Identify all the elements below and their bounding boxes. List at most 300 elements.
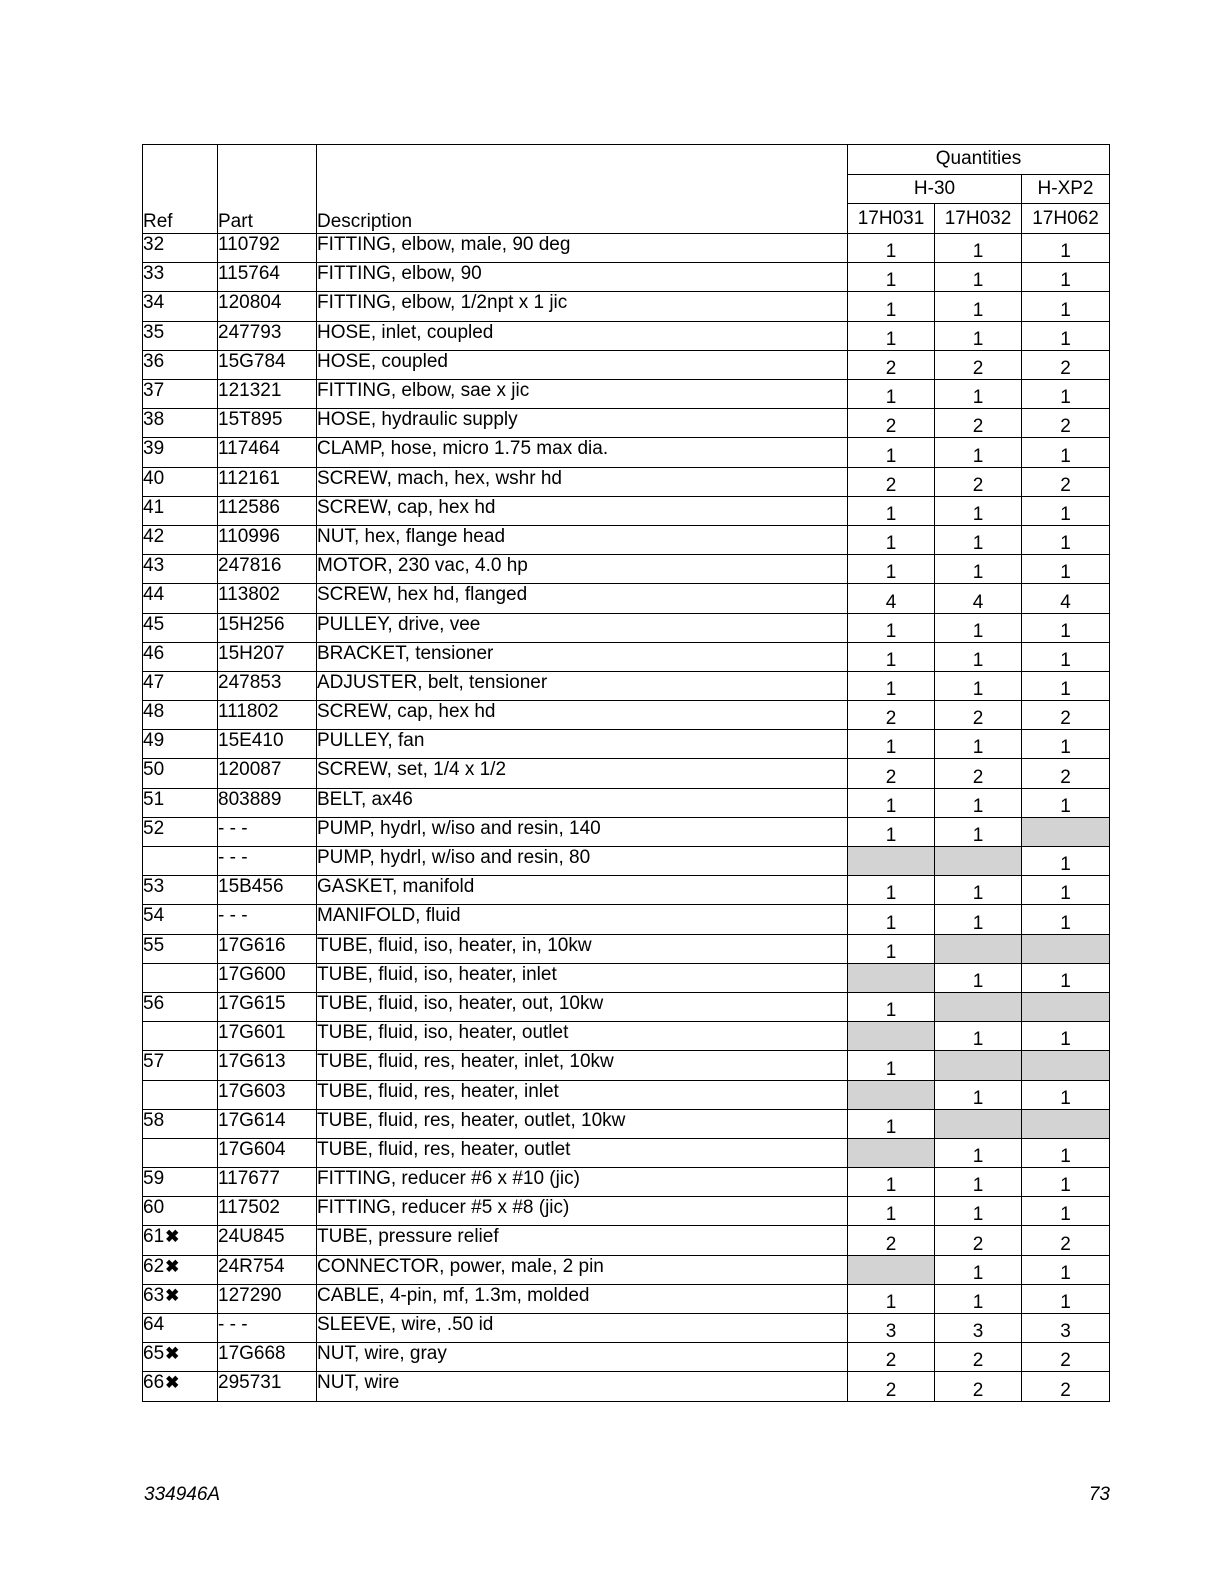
parts-table: [142, 144, 1110, 1402]
x-mark-icon: ✖: [165, 1344, 180, 1364]
table-row: [143, 409, 1110, 438]
quantity-cell: 1: [1022, 1284, 1110, 1313]
table-row: [143, 321, 1110, 350]
part-number-cell: 17G668: [218, 1343, 317, 1372]
quantity-cell: 1: [848, 263, 935, 292]
parts-table-body: [143, 234, 1110, 1402]
quantity-cell: 1: [848, 817, 935, 846]
quantity-cell: 1: [848, 496, 935, 525]
part-number-cell: 15T895: [218, 409, 317, 438]
ref-number: 52: [143, 817, 165, 839]
table-row: [143, 1138, 1110, 1167]
quantity-cell: 2: [935, 350, 1022, 379]
quantity-cell: 2: [1022, 467, 1110, 496]
part-number-cell: 15H256: [218, 613, 317, 642]
header-group-h30: H-30: [848, 174, 1022, 204]
part-number-cell: 110792: [218, 234, 317, 263]
quantity-cell: 1: [935, 876, 1022, 905]
header-ref: Ref: [143, 145, 218, 234]
x-mark-icon: ✖: [165, 1256, 180, 1276]
quantity-cell: 1: [1022, 642, 1110, 671]
table-row: [143, 847, 1110, 876]
ref-cell: [143, 934, 218, 963]
ref-cell: [143, 1284, 218, 1313]
ref-cell: [143, 263, 218, 292]
part-number-cell: 111802: [218, 701, 317, 730]
part-number-cell: 247816: [218, 555, 317, 584]
header-part: Part: [218, 145, 317, 234]
part-number-cell: 115764: [218, 263, 317, 292]
part-number-cell: 17G604: [218, 1138, 317, 1167]
description-cell: HOSE, hydraulic supply: [317, 409, 848, 438]
part-number-cell: 17G614: [218, 1109, 317, 1138]
quantity-cell: 1: [935, 438, 1022, 467]
description-cell: TUBE, fluid, res, heater, inlet: [317, 1080, 848, 1109]
table-row: [143, 1051, 1110, 1080]
part-number-cell: 110996: [218, 525, 317, 554]
part-number-cell: 17G600: [218, 963, 317, 992]
ref-number: 61: [143, 1226, 165, 1248]
ref-cell: [143, 496, 218, 525]
quantity-cell-na: [848, 1080, 935, 1109]
part-number-cell: 15E410: [218, 730, 317, 759]
quantity-cell: 1: [848, 555, 935, 584]
quantity-cell: 1: [848, 292, 935, 321]
ref-cell: [143, 555, 218, 584]
part-number-cell: 120087: [218, 759, 317, 788]
description-cell: FITTING, elbow, 1/2npt x 1 jic: [317, 292, 848, 321]
quantity-cell: 1: [848, 788, 935, 817]
quantity-cell: 1: [935, 1022, 1022, 1051]
ref-cell: [143, 467, 218, 496]
quantity-cell: 1: [848, 992, 935, 1021]
quantity-cell: 2: [1022, 701, 1110, 730]
quantity-cell: 1: [935, 671, 1022, 700]
ref-cell: [143, 409, 218, 438]
ref-cell: [143, 1168, 218, 1197]
quantity-cell: 1: [935, 263, 1022, 292]
ref-number: 43: [143, 555, 165, 577]
ref-cell: [143, 905, 218, 934]
quantity-cell: 1: [848, 642, 935, 671]
quantity-cell: 2: [848, 759, 935, 788]
quantity-cell: 1: [848, 1168, 935, 1197]
part-number-cell: 121321: [218, 380, 317, 409]
ref-number: 58: [143, 1109, 165, 1131]
x-mark-icon: ✖: [165, 1285, 180, 1305]
quantity-cell: 1: [1022, 1138, 1110, 1167]
quantity-cell: 2: [848, 467, 935, 496]
ref-number: 36: [143, 350, 165, 372]
quantity-cell-na: [935, 847, 1022, 876]
table-row: [143, 905, 1110, 934]
quantity-cell-na: [1022, 992, 1110, 1021]
ref-cell: [143, 380, 218, 409]
ref-number: 40: [143, 467, 165, 489]
ref-number: 54: [143, 905, 165, 927]
quantity-cell: 1: [935, 642, 1022, 671]
ref-cell: [143, 1255, 218, 1284]
ref-number: 34: [143, 292, 165, 314]
quantity-cell: 2: [1022, 350, 1110, 379]
part-number-cell: 112161: [218, 467, 317, 496]
ref-number: 45: [143, 613, 165, 635]
table-row: [143, 1109, 1110, 1138]
part-number-cell: - - -: [218, 817, 317, 846]
quantity-cell: 1: [935, 788, 1022, 817]
quantity-cell: 1: [935, 292, 1022, 321]
table-row: [143, 730, 1110, 759]
table-row: [143, 1226, 1110, 1255]
ref-cell: [143, 1372, 218, 1401]
ref-cell: [143, 234, 218, 263]
quantity-cell-na: [1022, 817, 1110, 846]
description-cell: PUMP, hydrl, w/iso and resin, 140: [317, 817, 848, 846]
description-cell: PULLEY, drive, vee: [317, 613, 848, 642]
table-row: [143, 350, 1110, 379]
ref-number: 65: [143, 1343, 165, 1365]
ref-cell: [143, 759, 218, 788]
part-number-cell: 247793: [218, 321, 317, 350]
quantity-cell: 1: [935, 555, 1022, 584]
description-cell: PULLEY, fan: [317, 730, 848, 759]
quantity-cell: 1: [848, 380, 935, 409]
quantity-cell: 1: [1022, 555, 1110, 584]
part-number-cell: 17G613: [218, 1051, 317, 1080]
quantity-cell-na: [1022, 1109, 1110, 1138]
ref-cell: [143, 292, 218, 321]
quantity-cell: 1: [935, 1197, 1022, 1226]
quantity-cell-na: [935, 992, 1022, 1021]
ref-number: 47: [143, 671, 165, 693]
table-row: [143, 555, 1110, 584]
description-cell: MANIFOLD, fluid: [317, 905, 848, 934]
quantity-cell: 3: [935, 1314, 1022, 1343]
ref-number: 48: [143, 701, 165, 723]
ref-cell: [143, 438, 218, 467]
description-cell: TUBE, fluid, iso, heater, outlet: [317, 1022, 848, 1051]
part-number-cell: 295731: [218, 1372, 317, 1401]
table-row: [143, 292, 1110, 321]
ref-cell: [143, 701, 218, 730]
description-cell: CONNECTOR, power, male, 2 pin: [317, 1255, 848, 1284]
part-number-cell: 17G615: [218, 992, 317, 1021]
quantity-cell: 1: [1022, 438, 1110, 467]
table-row: [143, 1022, 1110, 1051]
part-number-cell: 117677: [218, 1168, 317, 1197]
quantity-cell: 1: [1022, 730, 1110, 759]
quantity-cell: 1: [848, 876, 935, 905]
description-cell: MOTOR, 230 vac, 4.0 hp: [317, 555, 848, 584]
quantity-cell: 1: [848, 934, 935, 963]
x-mark-icon: ✖: [165, 1227, 180, 1247]
description-cell: NUT, hex, flange head: [317, 525, 848, 554]
quantity-cell: 2: [1022, 759, 1110, 788]
table-row: [143, 1080, 1110, 1109]
ref-number: 55: [143, 934, 165, 956]
header-group-hxp2: H-XP2: [1022, 174, 1110, 204]
description-cell: BRACKET, tensioner: [317, 642, 848, 671]
table-row: [143, 584, 1110, 613]
description-cell: TUBE, fluid, res, heater, outlet, 10kw: [317, 1109, 848, 1138]
ref-cell: [143, 1138, 218, 1167]
part-number-cell: 117464: [218, 438, 317, 467]
quantity-cell: 2: [1022, 409, 1110, 438]
ref-cell: [143, 847, 218, 876]
ref-number: 66: [143, 1372, 165, 1394]
quantity-cell: 1: [935, 1080, 1022, 1109]
ref-number: 42: [143, 525, 165, 547]
quantity-cell: 2: [935, 759, 1022, 788]
quantity-cell: 1: [1022, 671, 1110, 700]
quantity-cell-na: [848, 1138, 935, 1167]
ref-cell: [143, 1109, 218, 1138]
description-cell: SLEEVE, wire, .50 id: [317, 1314, 848, 1343]
table-row: [143, 613, 1110, 642]
quantity-cell: 1: [1022, 263, 1110, 292]
ref-number: 56: [143, 992, 165, 1014]
quantity-cell: 1: [1022, 1168, 1110, 1197]
ref-cell: [143, 1197, 218, 1226]
quantity-cell: 1: [848, 1284, 935, 1313]
table-row: [143, 701, 1110, 730]
description-cell: TUBE, fluid, iso, heater, out, 10kw: [317, 992, 848, 1021]
ref-number: 59: [143, 1168, 165, 1190]
ref-number: 63: [143, 1284, 165, 1306]
table-row: [143, 788, 1110, 817]
table-row: [143, 438, 1110, 467]
header-model-17h062: 17H062: [1022, 204, 1110, 234]
description-cell: FITTING, elbow, 90: [317, 263, 848, 292]
ref-cell: [143, 671, 218, 700]
quantity-cell: 1: [935, 321, 1022, 350]
ref-cell: [143, 817, 218, 846]
quantity-cell: 1: [935, 1284, 1022, 1313]
part-number-cell: 127290: [218, 1284, 317, 1313]
quantity-cell: 1: [848, 730, 935, 759]
ref-cell: [143, 963, 218, 992]
quantity-cell: 1: [848, 438, 935, 467]
header-description: Description: [317, 145, 848, 234]
table-row: [143, 467, 1110, 496]
quantity-cell: 1: [1022, 1255, 1110, 1284]
quantity-cell: 1: [1022, 1022, 1110, 1051]
header-model-17h031: 17H031: [848, 204, 935, 234]
ref-number: 51: [143, 788, 165, 810]
ref-cell: [143, 613, 218, 642]
quantity-cell: 2: [848, 350, 935, 379]
quantity-cell: 1: [848, 525, 935, 554]
quantity-cell: 1: [1022, 496, 1110, 525]
quantity-cell: 1: [1022, 963, 1110, 992]
ref-cell: [143, 788, 218, 817]
description-cell: NUT, wire, gray: [317, 1343, 848, 1372]
ref-number: 46: [143, 642, 165, 664]
table-row: [143, 671, 1110, 700]
ref-cell: [143, 525, 218, 554]
description-cell: TUBE, fluid, res, heater, inlet, 10kw: [317, 1051, 848, 1080]
quantity-cell: 1: [1022, 1080, 1110, 1109]
quantity-cell: 1: [935, 525, 1022, 554]
part-number-cell: 120804: [218, 292, 317, 321]
description-cell: CABLE, 4-pin, mf, 1.3m, molded: [317, 1284, 848, 1313]
ref-number: 38: [143, 409, 165, 431]
quantity-cell-na: [935, 934, 1022, 963]
quantity-cell: 1: [935, 730, 1022, 759]
ref-cell: [143, 1051, 218, 1080]
document-number: 334946A: [144, 1484, 221, 1505]
quantity-cell: 1: [935, 905, 1022, 934]
table-row: [143, 1314, 1110, 1343]
quantity-cell: 4: [1022, 584, 1110, 613]
quantity-cell: 1: [935, 963, 1022, 992]
quantity-cell: 2: [848, 1226, 935, 1255]
table-row: [143, 1343, 1110, 1372]
description-cell: FITTING, elbow, male, 90 deg: [317, 234, 848, 263]
quantity-cell-na: [1022, 1051, 1110, 1080]
table-row: [143, 759, 1110, 788]
ref-number: 32: [143, 234, 165, 256]
quantity-cell: 1: [935, 1138, 1022, 1167]
quantity-cell: 1: [1022, 1197, 1110, 1226]
quantity-cell: 2: [935, 1343, 1022, 1372]
quantity-cell: 1: [1022, 613, 1110, 642]
ref-number: 53: [143, 876, 165, 898]
part-number-cell: 247853: [218, 671, 317, 700]
ref-cell: [143, 876, 218, 905]
ref-cell: [143, 642, 218, 671]
table-row: [143, 1197, 1110, 1226]
header-model-17h032: 17H032: [935, 204, 1022, 234]
quantity-cell: 1: [1022, 847, 1110, 876]
ref-number: 37: [143, 380, 165, 401]
description-cell: SCREW, cap, hex hd: [317, 496, 848, 525]
ref-number: 33: [143, 263, 165, 285]
part-number-cell: - - -: [218, 847, 317, 876]
ref-cell: [143, 350, 218, 379]
description-cell: ADJUSTER, belt, tensioner: [317, 671, 848, 700]
quantity-cell: 2: [848, 409, 935, 438]
ref-number: 60: [143, 1197, 165, 1219]
quantity-cell-na: [935, 1109, 1022, 1138]
table-row: [143, 263, 1110, 292]
table-row: [143, 876, 1110, 905]
quantity-cell: 3: [848, 1314, 935, 1343]
table-row: [143, 380, 1110, 409]
table-row: [143, 496, 1110, 525]
description-cell: BELT, ax46: [317, 788, 848, 817]
quantity-cell: 1: [1022, 234, 1110, 263]
description-cell: NUT, wire: [317, 1372, 848, 1401]
part-number-cell: 803889: [218, 788, 317, 817]
quantity-cell: 1: [935, 496, 1022, 525]
quantity-cell: 2: [935, 1372, 1022, 1401]
quantity-cell: 1: [1022, 905, 1110, 934]
quantity-cell: 4: [848, 584, 935, 613]
quantity-cell: 1: [1022, 292, 1110, 321]
table-row: [143, 1168, 1110, 1197]
ref-cell: [143, 1314, 218, 1343]
quantity-cell-na: [1022, 934, 1110, 963]
quantity-cell: 1: [1022, 525, 1110, 554]
ref-number: 35: [143, 321, 165, 343]
ref-cell: [143, 1226, 218, 1255]
description-cell: TUBE, fluid, iso, heater, inlet: [317, 963, 848, 992]
quantity-cell: 2: [1022, 1343, 1110, 1372]
table-row: [143, 934, 1110, 963]
part-number-cell: 117502: [218, 1197, 317, 1226]
description-cell: SCREW, cap, hex hd: [317, 701, 848, 730]
description-cell: GASKET, manifold: [317, 876, 848, 905]
description-cell: HOSE, coupled: [317, 350, 848, 379]
ref-number: 49: [143, 730, 165, 752]
part-number-cell: 24R754: [218, 1255, 317, 1284]
ref-cell: [143, 584, 218, 613]
part-number-cell: 15H207: [218, 642, 317, 671]
ref-cell: [143, 730, 218, 759]
table-row: [143, 642, 1110, 671]
quantity-cell: 1: [848, 613, 935, 642]
part-number-cell: 17G603: [218, 1080, 317, 1109]
table-row: [143, 817, 1110, 846]
quantity-cell: 1: [848, 1197, 935, 1226]
description-cell: FITTING, reducer #6 x #10 (jic): [317, 1168, 848, 1197]
quantity-cell: 1: [935, 817, 1022, 846]
quantity-cell: 1: [848, 1109, 935, 1138]
table-row: [143, 1255, 1110, 1284]
table-row: [143, 963, 1110, 992]
quantity-cell-na: [848, 847, 935, 876]
quantity-cell: 2: [935, 1226, 1022, 1255]
quantity-cell: 2: [935, 701, 1022, 730]
part-number-cell: 113802: [218, 584, 317, 613]
description-cell: TUBE, fluid, res, heater, outlet: [317, 1138, 848, 1167]
ref-cell: [143, 1080, 218, 1109]
description-cell: SCREW, set, 1/4 x 1/2: [317, 759, 848, 788]
quantity-cell: 2: [1022, 1226, 1110, 1255]
page-number: 73: [1088, 1484, 1110, 1505]
ref-number: 50: [143, 759, 165, 781]
quantity-cell: 1: [1022, 876, 1110, 905]
quantity-cell: 1: [1022, 788, 1110, 817]
part-number-cell: 112586: [218, 496, 317, 525]
quantity-cell: 1: [848, 234, 935, 263]
table-row: [143, 1284, 1110, 1313]
part-number-cell: - - -: [218, 1314, 317, 1343]
ref-number: 39: [143, 438, 165, 460]
ref-cell: [143, 1343, 218, 1372]
quantity-cell: 1: [1022, 380, 1110, 409]
quantity-cell-na: [848, 963, 935, 992]
description-cell: TUBE, fluid, iso, heater, in, 10kw: [317, 934, 848, 963]
description-cell: PUMP, hydrl, w/iso and resin, 80: [317, 847, 848, 876]
quantity-cell: 1: [848, 671, 935, 700]
ref-number: 44: [143, 584, 165, 606]
quantity-cell: 1: [935, 380, 1022, 409]
quantity-cell: 2: [848, 701, 935, 730]
description-cell: FITTING, reducer #5 x #8 (jic): [317, 1197, 848, 1226]
quantity-cell: 1: [848, 905, 935, 934]
quantity-cell: 1: [935, 1168, 1022, 1197]
table-row: [143, 992, 1110, 1021]
part-number-cell: 24U845: [218, 1226, 317, 1255]
quantity-cell: 1: [848, 1051, 935, 1080]
ref-cell: [143, 1022, 218, 1051]
quantity-cell: 1: [848, 321, 935, 350]
quantity-cell: 1: [935, 1255, 1022, 1284]
ref-number: 57: [143, 1051, 165, 1073]
part-number-cell: 17G616: [218, 934, 317, 963]
